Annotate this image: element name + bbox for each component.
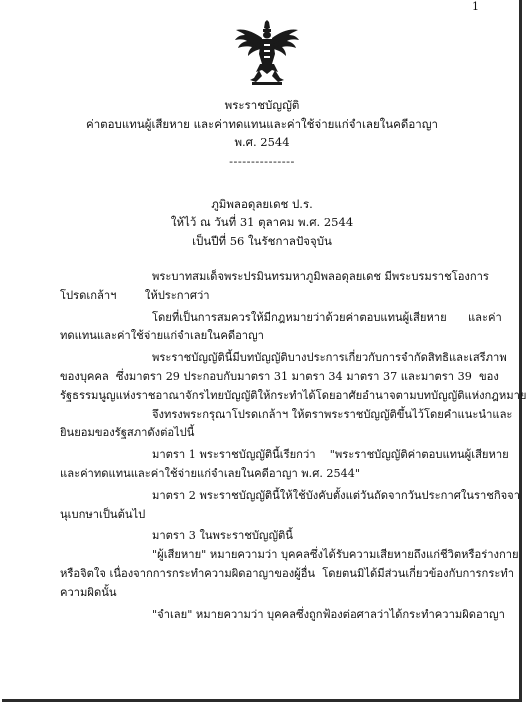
section-3-line: มาตรา 3 ในพระราชบัญญัตินี้ — [152, 529, 293, 543]
section-1-line: และค่าทดแทนและค่าใช้จ่ายแก่จำเลยในคดีอาญา พ.ศ. 2544" — [60, 466, 361, 480]
definition-line: ความผิดนั้น — [60, 585, 117, 599]
paragraph-line: ของบุคคล ซึ่งมาตรา 29 ประกอบกับมาตรา 31 มาตรา 34 มาตรา 37 และมาตรา 39 ของ — [60, 369, 499, 383]
act-body — [60, 268, 527, 624]
section-1-line: มาตรา 1 พระราชบัญญัตินี้เรียกว่า "พระราชบัญญัติค่าตอบแทนผู้เสียหาย — [152, 448, 509, 462]
reign-year: เป็นปีที่ 56 ในรัชกาลปัจจุบัน — [192, 234, 332, 248]
act-title: พระราชบัญญัติ — [224, 98, 300, 112]
paragraph-line: โดยที่เป็นการสมควรให้มีกฎหมายว่าด้วยค่าตอบแทนผู้เสียหาย และค่า — [152, 310, 502, 324]
royal-signature: ภูมิพลอดุลยเดช ป.ร. — [211, 197, 313, 211]
document-page — [2, 0, 527, 702]
page-number: 1 — [472, 0, 479, 13]
given-date: ให้ไว้ ณ วันที่ 31 ตุลาคม พ.ศ. 2544 — [170, 215, 354, 229]
section-2-line: นุเบกษาเป็นต้นไป — [60, 507, 146, 521]
definition-line: "จำเลย" หมายความว่า บุคคลซึ่งถูกฟ้องต่อศาลว่าได้กระทำความผิดอาญา — [152, 607, 505, 621]
paragraph-line: พระบาทสมเด็จพระปรมินทรมหาภูมิพลอดุลยเดช มีพระบรมราชโองการ — [152, 270, 489, 283]
paragraph-line: รัฐธรรมนูญแห่งราชอาณาจักรไทยบัญญัติให้กระทำได้โดยอาศัยอำนาจตามบทบัญญัติแห่งกฎหมาย — [60, 388, 527, 402]
section-2-line: มาตรา 2 พระราชบัญญัตินี้ให้ใช้บังคับตั้งแต่วันถัดจากวันประกาศในราชกิจจา — [152, 488, 520, 502]
definition-line: หรือจิตใจ เนื่องจากการกระทำความผิดอาญาของผู้อื่น โดยตนมิได้มีส่วนเกี่ยวข้องกับการกระทำ — [60, 566, 514, 580]
paragraph-line: โปรดเกล้าฯ ให้ประกาศว่า — [60, 288, 210, 302]
paragraph-line: ยินยอมของรัฐสภาดังต่อไปนี้ — [60, 426, 195, 440]
paragraph-line: พระราชบัญญัตินี้มีบทบัญญัติบางประการเกี่ยวกับการจำกัดสิทธิและเสรีภาพ — [152, 351, 507, 365]
garuda-emblem-icon — [232, 20, 302, 86]
definition-line: "ผู้เสียหาย" หมายความว่า บุคคลซึ่งได้รับความเสียหายถึงแก่ชีวิตหรือร่างกาย — [152, 548, 519, 562]
paragraph-line: จึงทรงพระกรุณาโปรดเกล้าฯ ให้ตราพระราชบัญญัติขึ้นไว้โดยคำแนะนำและ — [152, 407, 513, 421]
act-year: พ.ศ. 2544 — [234, 135, 290, 149]
act-subtitle: ค่าตอบแทนผู้เสียหาย และค่าทดแทนและค่าใช้จ่ายแก่จำเลยในคดีอาญา — [86, 117, 438, 131]
paragraph-line: ทดแทนและค่าใช้จ่ายแก่จำเลยในคดีอาญา — [60, 329, 264, 343]
header-divider: --------------- — [229, 154, 295, 168]
